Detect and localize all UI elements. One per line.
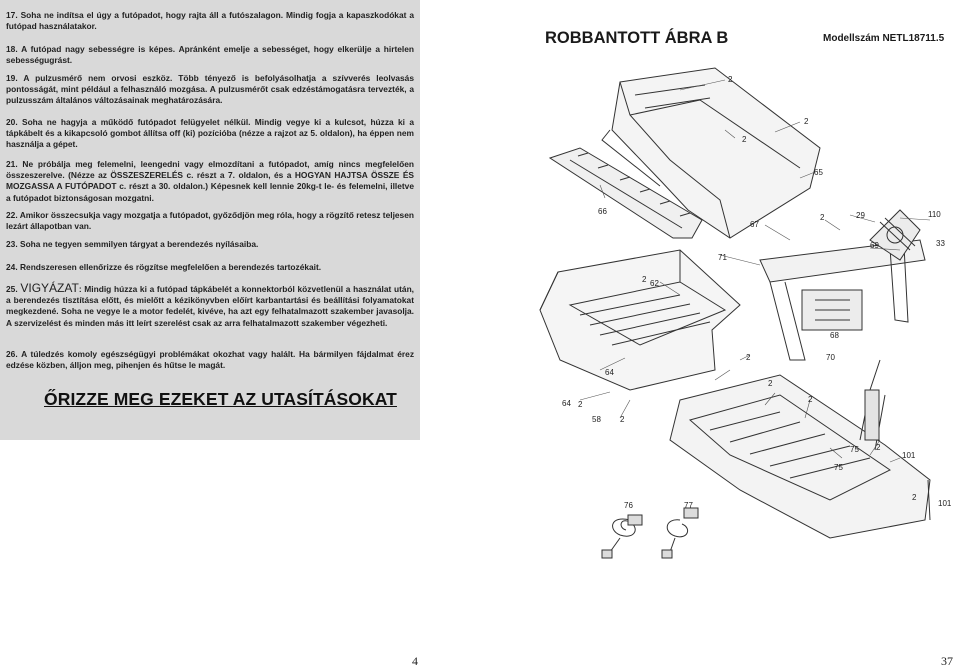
model-number: Modellszám NETL18711.5 xyxy=(823,33,945,44)
base-tray xyxy=(540,250,740,390)
instruction-17: 17. Soha ne indítsa el úgy a futópadot, hogy rajta áll a futószalagon. Mindig fogja a kapaszkodókat a futópad használatakor. xyxy=(6,10,414,32)
instruction-26: 26. A túledzés komoly egészségügyi problémákat okozhat vagy halált. Ha bármilyen fájdalmat érez edzése közben, álljon meg, pihenjen és hűtse le magát. xyxy=(6,349,415,371)
warning-word: VIGYÁZAT xyxy=(20,281,79,295)
callout-2-d: 2 xyxy=(820,213,825,222)
instruction-18: 18. A futópad nagy sebességre is képes. Apránként emelje a sebességet, hogy elkerülje a hirtelen sebességugrást. xyxy=(6,44,415,66)
callout-58: 58 xyxy=(592,415,601,424)
callout-29: 29 xyxy=(856,211,865,220)
callout-2-b: 2 xyxy=(742,135,747,144)
callout-101-a: 101 xyxy=(902,451,916,460)
callout-33: 33 xyxy=(936,239,945,248)
keep-instructions-title: ŐRIZZE MEG EZEKET AZ UTASÍTÁSOKAT xyxy=(44,389,397,409)
callout-75-a: 75 xyxy=(850,445,859,454)
page-number-right: 37 xyxy=(941,654,953,668)
callout-76: 76 xyxy=(624,501,633,510)
callout-110: 110 xyxy=(928,210,941,219)
instruction-22: 22. Amikor összecsukja vagy mozgatja a futópadot, győződjön meg róla, hogy a rögzítő retesz teljesen lezárt állapotban van. xyxy=(6,210,414,232)
exploded-diagram xyxy=(430,60,950,570)
callout-64-b: 64 xyxy=(562,399,571,408)
callout-2-l: 2 xyxy=(912,493,917,502)
callout-67: 67 xyxy=(750,220,759,229)
diagram-title: ROBBANTOTT ÁBRA B xyxy=(545,29,729,47)
callout-77: 77 xyxy=(684,501,693,510)
page-number-left: 4 xyxy=(412,654,418,668)
instruction-24: 24. Rendszeresen ellenőrizze és rögzítse megfelelően a berendezés tartozékait. xyxy=(6,262,322,272)
instruction-20: 20. Soha ne hagyja a működő futópadot felügyelet nélkül. Mindig vegye ki a kulcsot, húzza ki a tápkábelt és a kikapcsoló gombot állítsa off (ki) pozícióba (nézze a rajzot az 5. oldalon), ha éppen nem használja a gépet. xyxy=(6,117,414,150)
callout-62: 62 xyxy=(650,279,659,288)
callout-71: 71 xyxy=(718,253,727,262)
callout-2-c: 2 xyxy=(804,117,809,126)
callout-2-f: 2 xyxy=(746,353,751,362)
instruction-25: 25. VIGYÁZAT: Mindig húzza ki a futópad tápkábelét a konnektorból közvetlenül a használat után, a berendezés tisztítása előtt, és mielőtt a kézikönyvben előírt karbantartási és beállítási folyamatokat megkezdené. Soha ne vegye le a motor fedelét, kivéve, ha azt egy felhatalmazott szakember javasolja. A szervizelést és minden más itt leírt szerelést csak az arra felhatalmazott szakember végezheti. xyxy=(6,281,415,328)
callout-2-e: 2 xyxy=(642,275,647,284)
callout-2-g: 2 xyxy=(808,395,813,404)
power-cord-1 xyxy=(602,515,642,558)
callout-65: 65 xyxy=(814,168,823,177)
callout-70: 70 xyxy=(826,353,835,362)
callout-75-b: 75 xyxy=(834,463,843,472)
instruction-21: 21. Ne próbálja meg felemelni, leengedni vagy elmozdítani a futópadot, amíg nincs megfelelően összeszerelve. (Nézze az ÖSSZESZERELÉS c. részt a 7. oldalon, és a HOGYAN HAJTSA ÖSSZE ÉS MOZGASSA A FUTÓPADOT c. részt a 30. oldalon.) Képesnek kell lennie 20kg-t le- és felemelni, illetve a futópadot biztonságosan mozgatni. xyxy=(6,159,415,203)
frame-crossbar xyxy=(760,210,925,360)
callout-68: 68 xyxy=(830,331,839,340)
callout-101-b: 101 xyxy=(938,499,952,508)
callout-2-k: 2 xyxy=(876,443,881,452)
power-cord-2 xyxy=(662,508,698,558)
callout-2-a: 2 xyxy=(728,75,733,84)
callout-64-a: 64 xyxy=(605,368,614,377)
instruction-19: 19. A pulzusmérő nem orvosi eszköz. Több tényező is befolyásolhatja a szívverés leolvasás pontosságát, mint például a felhasználó mozgása. A pulzusmérőt csak edzéstámogatásra tervezték, a pulzusszám általános változásainak meghatározására. xyxy=(6,73,415,106)
callout-66: 66 xyxy=(598,207,607,216)
callout-2-j: 2 xyxy=(620,415,625,424)
instruction-23: 23. Soha ne tegyen semmilyen tárgyat a berendezés nyílásaiba. xyxy=(6,239,259,249)
bottom-base-frame xyxy=(670,360,930,538)
callout-2-h: 2 xyxy=(768,379,773,388)
callout-2-i: 2 xyxy=(578,400,583,409)
callout-69: 69 xyxy=(870,241,879,250)
